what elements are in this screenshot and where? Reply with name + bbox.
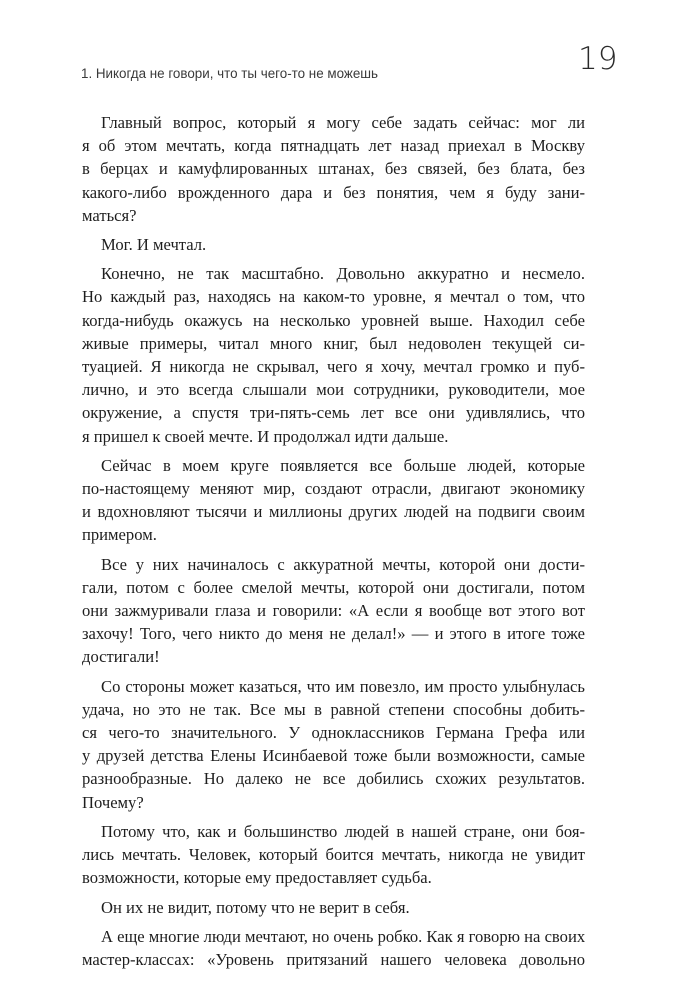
paragraph-line: Он их не видит, потому что не верит в себя.: [101, 897, 410, 917]
paragraph-line: лично, и это всегда слышали мои сотрудники, руководители, мое: [82, 380, 585, 400]
paragraph-line: какого-либо врожденного дара и без понятия, чем я буду зани-: [82, 182, 585, 202]
paragraph-line: удача, но это не так. Все мы в равной степени способны добить-: [82, 699, 585, 719]
paragraph: [82, 896, 585, 919]
paragraph-line: Все у них начиналось с аккуратной мечты, которой они дости-: [101, 554, 585, 574]
paragraph-line: окружение, а спустя три-пять-семь лет все они удивлялись, что: [82, 403, 585, 423]
paragraph-line: туацией. Я никогда не скрывал, чего я хочу, мечтал громко и пуб-: [82, 357, 585, 377]
paragraph-line: я пришел к своей мечте. И продолжал идти дальше.: [82, 426, 449, 446]
paragraph-line: мастер-классах: «Уровень притязаний нашего человека довольно: [82, 949, 585, 969]
paragraph: [82, 675, 585, 814]
paragraph-line: Конечно, не так масштабно. Довольно аккуратно и несмело.: [101, 264, 585, 284]
paragraph-line: живые примеры, читал много книг, был недоволен текущей си-: [82, 333, 585, 353]
paragraph-line: захочу! Того, чего никто до меня не делал!» — и этого в итоге тоже: [82, 624, 585, 644]
paragraph-line: лись мечтать. Человек, который боится мечтать, никогда не увидит: [82, 845, 585, 865]
paragraph-line: Мог. И мечтал.: [101, 235, 207, 255]
paragraph-line: и вдохновляют тысячи и миллионы других людей на подвиги своим: [82, 502, 585, 522]
paragraph-line: я об этом мечтать, когда пятнадцать лет назад приехал в Москву: [82, 136, 585, 156]
paragraph: [82, 262, 585, 448]
paragraph-line: когда-нибудь окажусь на несколько уровней выше. Находил себе: [82, 310, 585, 330]
paragraph-line: Но каждый раз, находясь на каком-то уровне, я мечтал о том, что: [82, 287, 585, 307]
paragraph-line: Почему?: [82, 792, 144, 812]
paragraph-line: Сейчас в моем круге появляется все больше людей, которые: [101, 455, 585, 475]
paragraph: [82, 111, 585, 227]
paragraph-line: Потому что, как и большинство людей в нашей стране, они боя-: [101, 821, 585, 841]
paragraph: [82, 233, 585, 256]
paragraph-line: возможности, которые ему предоставляет судьба.: [82, 868, 432, 888]
paragraph-line: примером.: [82, 525, 157, 545]
paragraph-line: по-настоящему меняют мир, создают отрасли, двигают экономику: [82, 479, 585, 499]
paragraph-line: гали, потом с более смелой мечты, которой они достигали, потом: [82, 577, 585, 597]
paragraph-line: достигали!: [82, 647, 160, 667]
paragraph: [82, 553, 585, 669]
paragraph-line: ся чего-то значительного. У одноклассников Германа Грефа или: [82, 723, 585, 743]
paragraph-line: Со стороны может казаться, что им повезло, им просто улыбнулась: [101, 676, 585, 696]
paragraph-line: у друзей детства Елены Исинбаевой тоже были возможности, самые: [82, 746, 585, 766]
paragraph-line: маться?: [82, 205, 137, 225]
running-head-chapter-title: 1. Никогда не говори, что ты чего-то не можешь: [81, 66, 378, 81]
paragraph-line: они зажмуривали глаза и говорили: «А если я вообще вот этого вот: [82, 601, 585, 621]
paragraph: [82, 820, 585, 890]
paragraph-line: в берцах и камуфлированных штанах, без связей, без блата, без: [82, 159, 585, 179]
paragraph: [82, 925, 585, 971]
paragraph-line: Главный вопрос, который я могу себе задать сейчас: мог ли: [101, 113, 585, 132]
page-number: 19: [578, 41, 618, 77]
paragraph-line: разнообразные. Но далеко не все добились схожих результатов.: [82, 769, 585, 789]
paragraph: [82, 454, 585, 547]
paragraph-line: А еще многие люди мечтают, но очень робко. Как я говорю на своих: [101, 926, 586, 946]
body-text: [82, 111, 585, 977]
